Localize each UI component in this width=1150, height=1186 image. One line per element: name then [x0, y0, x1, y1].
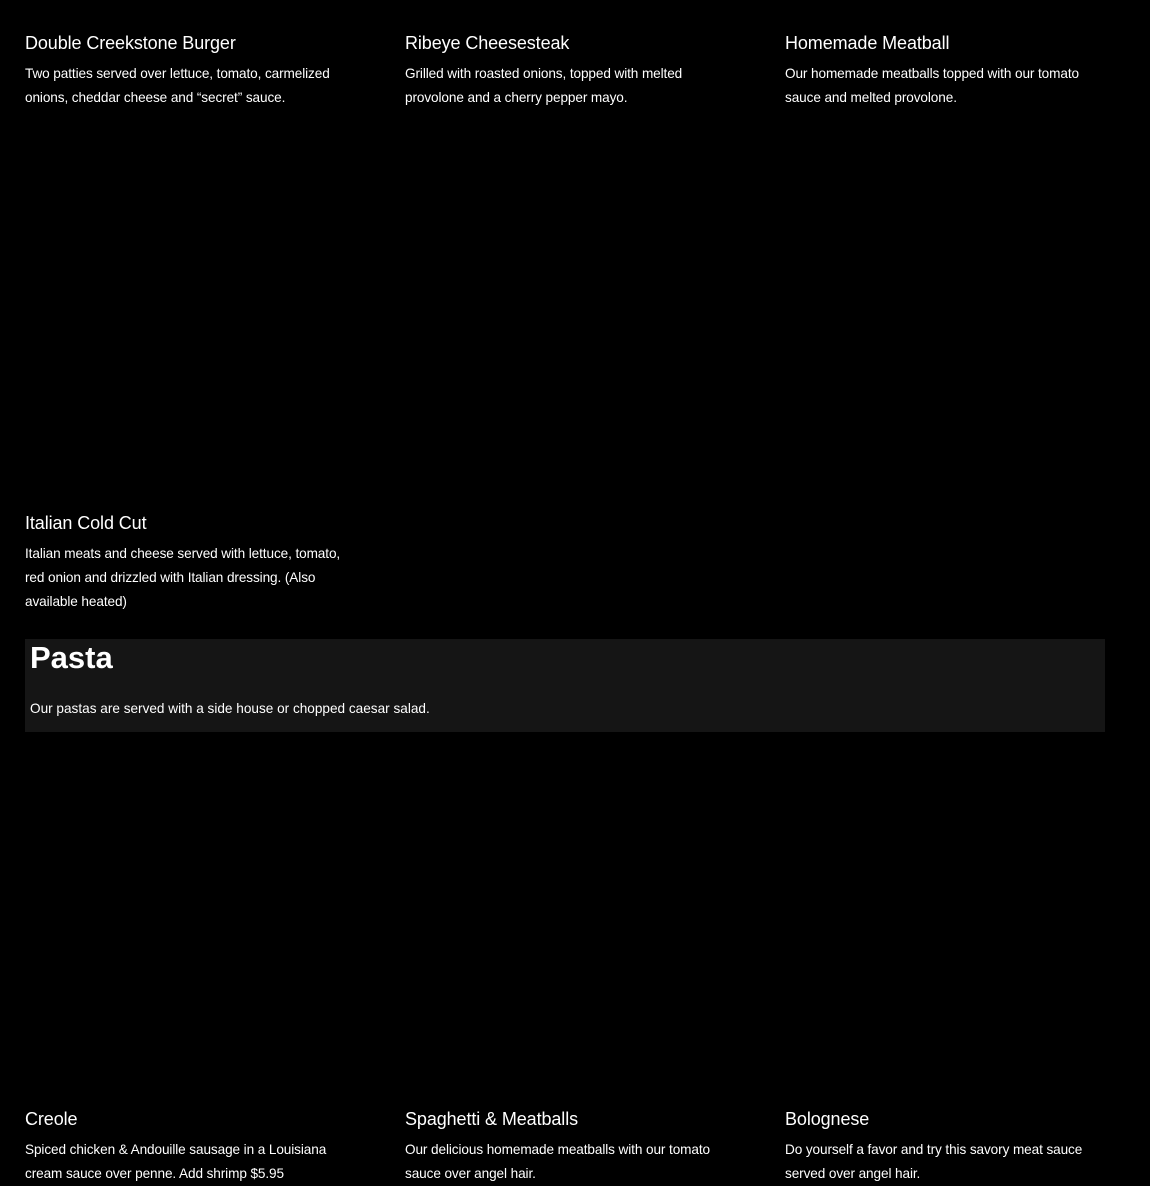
menu-item-description: Two patties served over lettuce, tomato, carmelized onions, cheddar cheese and “secret” sauce. [25, 66, 330, 105]
menu-item-spaghetti-meatballs [405, 1108, 735, 1186]
menu-item-description: Do yourself a favor and try this savory meat sauce served over angel hair. [785, 1142, 1083, 1181]
menu-item-name: Homemade Meatball [785, 33, 950, 53]
menu-item-description: Spiced chicken & Andouille sausage in a Louisiana cream sauce over penne. Add shrimp $5.95 [25, 1142, 327, 1181]
menu-item-name: Ribeye Cheesesteak [405, 33, 570, 53]
section-title: Pasta [30, 640, 113, 675]
menu-item-bolognese [785, 1108, 1115, 1186]
menu-item-homemade-meatball [785, 32, 1115, 110]
menu-item-name: Spaghetti & Meatballs [405, 1109, 579, 1129]
menu-item-name: Italian Cold Cut [25, 513, 147, 533]
menu-item-name: Double Creekstone Burger [25, 33, 236, 53]
menu-item-description: Italian meats and cheese served with lettuce, tomato, red onion and drizzled with Italian dressing. (Also available heated) [25, 546, 341, 609]
menu-item-italian-cold-cut [25, 512, 355, 614]
menu-item-description: Our homemade meatballs topped with our tomato sauce and melted provolone. [785, 66, 1079, 105]
menu-item-name: Bolognese [785, 1109, 870, 1129]
menu-item-name: Creole [25, 1109, 78, 1129]
menu-item-description: Grilled with roasted onions, topped with melted provolone and a cherry pepper mayo. [405, 66, 683, 105]
menu-item-description: Our delicious homemade meatballs with our tomato sauce over angel hair. [405, 1142, 710, 1181]
menu-item-ribeye-cheesesteak [405, 32, 735, 110]
section-note: Our pastas are served with a side house or chopped caesar salad. [30, 701, 430, 716]
pasta-section-header [25, 639, 1105, 732]
menu-item-double-creekstone-burger [25, 32, 355, 110]
menu-item-creole [25, 1108, 355, 1186]
